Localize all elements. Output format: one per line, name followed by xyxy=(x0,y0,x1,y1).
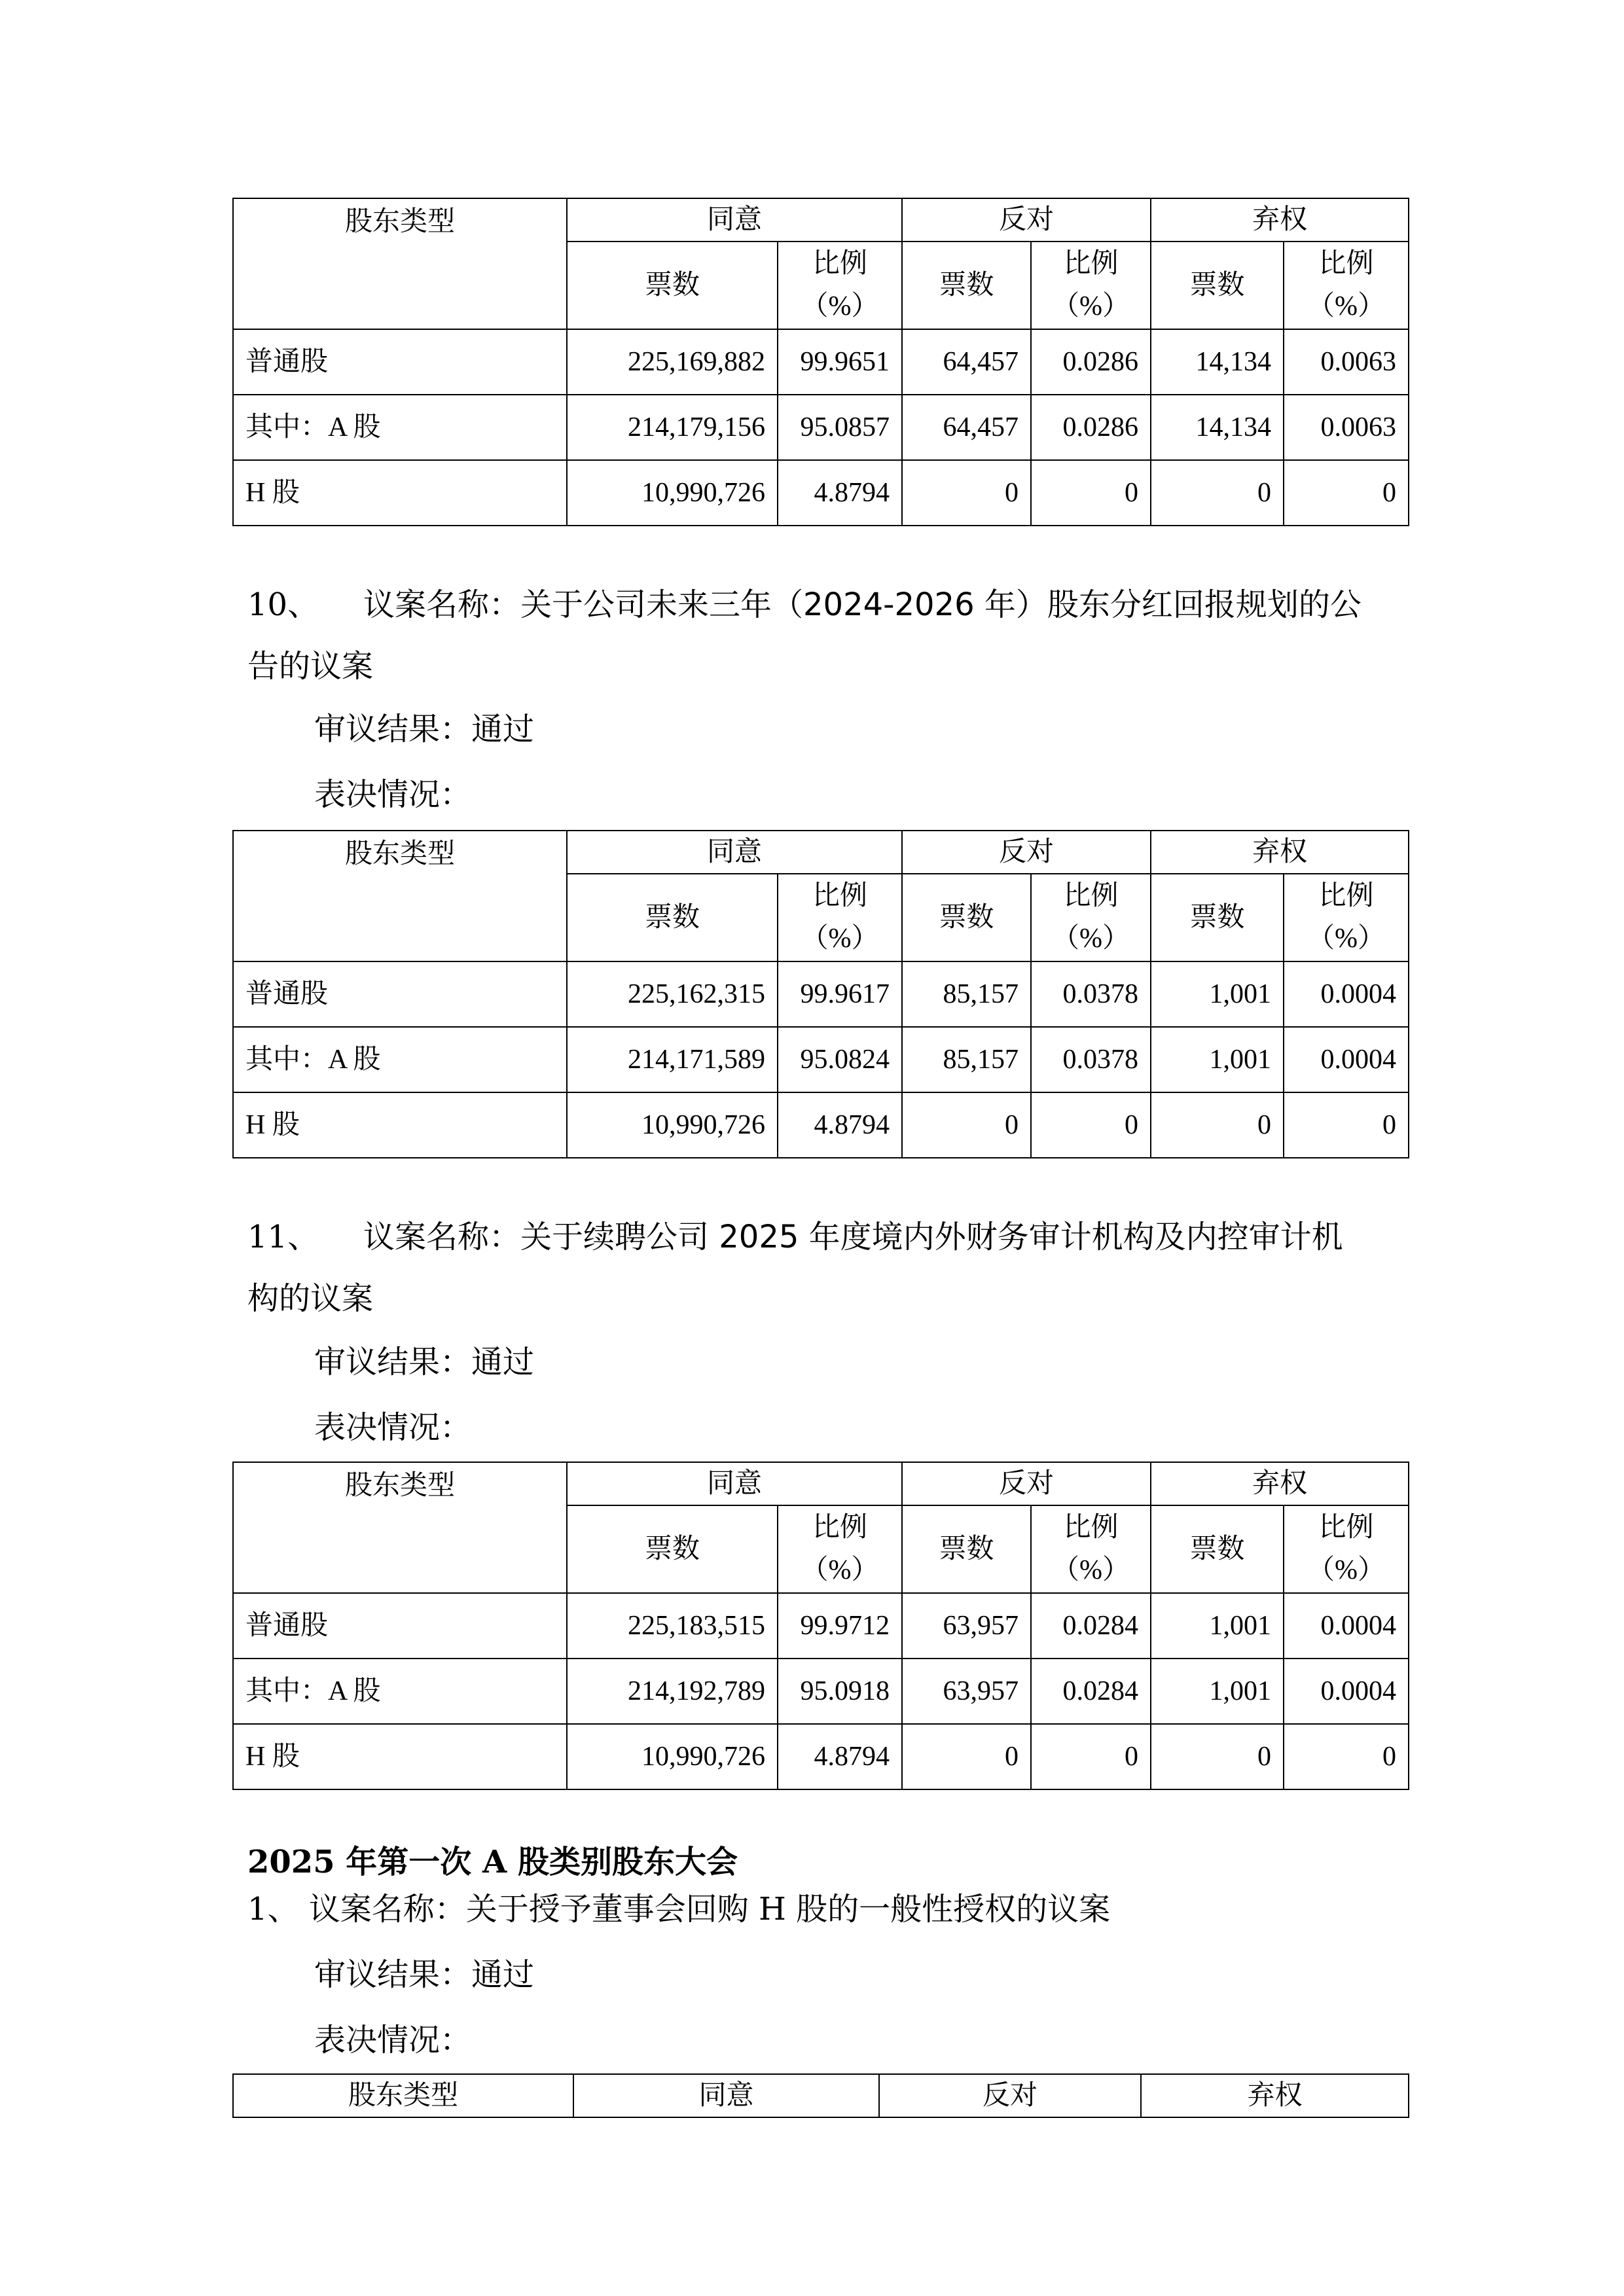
proposal-10-result: 审议结果：通过 xyxy=(314,711,535,747)
cell: 0 xyxy=(1151,1092,1284,1158)
header-ratio: 比例 （%） xyxy=(1031,1505,1151,1593)
cell: 14,134 xyxy=(1151,329,1284,395)
proposal-10-index: 10、 xyxy=(247,586,319,623)
header-votes: 票数 xyxy=(1151,1505,1284,1593)
cell: 0.0286 xyxy=(1031,395,1151,460)
row-label: H 股 xyxy=(233,1724,567,1789)
cell: 0 xyxy=(902,460,1031,526)
cell: 1,001 xyxy=(1151,1027,1284,1092)
header-ratio: 比例 （%） xyxy=(778,874,902,961)
table-row xyxy=(233,395,1409,460)
header-votes: 票数 xyxy=(902,1505,1031,1593)
vote-table-4 xyxy=(232,2073,1409,2118)
table-row xyxy=(233,1593,1409,1659)
cell: 0.0286 xyxy=(1031,329,1151,395)
header-shareholder-type: 股东类型 xyxy=(233,198,567,329)
cell: 64,457 xyxy=(902,395,1031,460)
cell: 225,162,315 xyxy=(567,961,778,1027)
cell: 0.0004 xyxy=(1284,1027,1409,1092)
header-against: 反对 xyxy=(902,1462,1151,1505)
cell: 10,990,726 xyxy=(567,460,778,526)
cell: 214,192,789 xyxy=(567,1659,778,1724)
proposal-10-title-line1: 议案名称：关于公司未来三年（2024-2026 年）股东分红回报规划的公 xyxy=(363,586,1362,623)
cell: 14,134 xyxy=(1151,395,1284,460)
header-abstain: 弃权 xyxy=(1151,1462,1409,1505)
cell: 99.9651 xyxy=(778,329,902,395)
proposal-11-index: 11、 xyxy=(247,1219,319,1255)
cell: 0.0378 xyxy=(1031,1027,1151,1092)
cell: 4.8794 xyxy=(778,1092,902,1158)
header-against: 反对 xyxy=(902,831,1151,874)
header-agree: 同意 xyxy=(573,2074,879,2117)
row-label: H 股 xyxy=(233,1092,567,1158)
cell: 0 xyxy=(1284,1092,1409,1158)
table-row xyxy=(233,1659,1409,1724)
cell: 0 xyxy=(902,1724,1031,1789)
cell: 214,179,156 xyxy=(567,395,778,460)
cell: 0 xyxy=(1151,1724,1284,1789)
cell: 225,183,515 xyxy=(567,1593,778,1659)
table-row xyxy=(233,1027,1409,1092)
header-shareholder-type: 股东类型 xyxy=(233,2074,573,2117)
proposal-1-result: 审议结果：通过 xyxy=(314,1956,535,1993)
header-agree: 同意 xyxy=(567,831,902,874)
header-shareholder-type: 股东类型 xyxy=(233,1462,567,1593)
header-agree: 同意 xyxy=(567,1462,902,1505)
header-abstain: 弃权 xyxy=(1151,198,1409,242)
header-abstain: 弃权 xyxy=(1141,2074,1409,2117)
header-ratio: 比例 （%） xyxy=(1284,242,1409,329)
cell: 64,457 xyxy=(902,329,1031,395)
cell: 95.0857 xyxy=(778,395,902,460)
proposal-11-result: 审议结果：通过 xyxy=(314,1344,535,1380)
cell: 4.8794 xyxy=(778,460,902,526)
cell: 0.0004 xyxy=(1284,961,1409,1027)
header-ratio: 比例 （%） xyxy=(1284,1505,1409,1593)
cell: 1,001 xyxy=(1151,961,1284,1027)
vote-table-1 xyxy=(232,198,1409,526)
cell: 0.0063 xyxy=(1284,329,1409,395)
cell: 0.0004 xyxy=(1284,1659,1409,1724)
cell: 0.0284 xyxy=(1031,1593,1151,1659)
table-row xyxy=(233,961,1409,1027)
cell: 95.0824 xyxy=(778,1027,902,1092)
row-label: 其中：A 股 xyxy=(233,395,567,460)
cell: 63,957 xyxy=(902,1593,1031,1659)
cell: 214,171,589 xyxy=(567,1027,778,1092)
proposal-10-title-line2: 告的议案 xyxy=(247,648,374,685)
row-label: 其中：A 股 xyxy=(233,1659,567,1724)
cell: 1,001 xyxy=(1151,1659,1284,1724)
header-abstain: 弃权 xyxy=(1151,831,1409,874)
row-label: 普通股 xyxy=(233,961,567,1027)
cell: 99.9617 xyxy=(778,961,902,1027)
cell: 0 xyxy=(1284,1724,1409,1789)
row-label: H 股 xyxy=(233,460,567,526)
proposal-11-title-line1: 议案名称：关于续聘公司 2025 年度境内外财务审计机构及内控审计机 xyxy=(363,1219,1343,1255)
cell: 1,001 xyxy=(1151,1593,1284,1659)
proposal-1-vote-label: 表决情况： xyxy=(314,2022,472,2058)
vote-table-2 xyxy=(232,830,1409,1158)
cell: 0 xyxy=(902,1092,1031,1158)
header-agree: 同意 xyxy=(567,198,902,242)
header-ratio: 比例 （%） xyxy=(778,1505,902,1593)
proposal-1-title: 1、 议案名称：关于授予董事会回购 H 股的一般性授权的议案 xyxy=(247,1891,1111,1928)
section-heading: 2025 年第一次 A 股类别股东大会 xyxy=(247,1844,738,1880)
row-label: 普通股 xyxy=(233,329,567,395)
table-row xyxy=(233,460,1409,526)
proposal-11-vote-label: 表决情况： xyxy=(314,1409,472,1446)
cell: 10,990,726 xyxy=(567,1724,778,1789)
row-label: 普通股 xyxy=(233,1593,567,1659)
header-votes: 票数 xyxy=(902,242,1031,329)
header-against: 反对 xyxy=(902,198,1151,242)
header-ratio: 比例 （%） xyxy=(1031,874,1151,961)
header-votes: 票数 xyxy=(1151,242,1284,329)
cell: 63,957 xyxy=(902,1659,1031,1724)
header-ratio: 比例 （%） xyxy=(1031,242,1151,329)
cell: 95.0918 xyxy=(778,1659,902,1724)
row-label: 其中：A 股 xyxy=(233,1027,567,1092)
cell: 0.0378 xyxy=(1031,961,1151,1027)
header-votes: 票数 xyxy=(567,242,778,329)
cell: 0 xyxy=(1031,1092,1151,1158)
cell: 0 xyxy=(1284,460,1409,526)
cell: 99.9712 xyxy=(778,1593,902,1659)
proposal-11-title-line2: 构的议案 xyxy=(247,1280,374,1317)
header-ratio: 比例 （%） xyxy=(778,242,902,329)
table-row xyxy=(233,1092,1409,1158)
cell: 85,157 xyxy=(902,961,1031,1027)
cell: 0.0063 xyxy=(1284,395,1409,460)
header-votes: 票数 xyxy=(1151,874,1284,961)
cell: 4.8794 xyxy=(778,1724,902,1789)
cell: 0 xyxy=(1031,460,1151,526)
cell: 0.0284 xyxy=(1031,1659,1151,1724)
proposal-10-vote-label: 表决情况： xyxy=(314,776,472,813)
header-ratio: 比例 （%） xyxy=(1284,874,1409,961)
cell: 225,169,882 xyxy=(567,329,778,395)
cell: 0 xyxy=(1031,1724,1151,1789)
cell: 0.0004 xyxy=(1284,1593,1409,1659)
cell: 0 xyxy=(1151,460,1284,526)
header-against: 反对 xyxy=(879,2074,1141,2117)
cell: 10,990,726 xyxy=(567,1092,778,1158)
header-votes: 票数 xyxy=(567,874,778,961)
vote-table-3 xyxy=(232,1462,1409,1790)
table-row xyxy=(233,329,1409,395)
header-votes: 票数 xyxy=(567,1505,778,1593)
table-row xyxy=(233,1724,1409,1789)
header-shareholder-type: 股东类型 xyxy=(233,831,567,961)
header-votes: 票数 xyxy=(902,874,1031,961)
cell: 85,157 xyxy=(902,1027,1031,1092)
